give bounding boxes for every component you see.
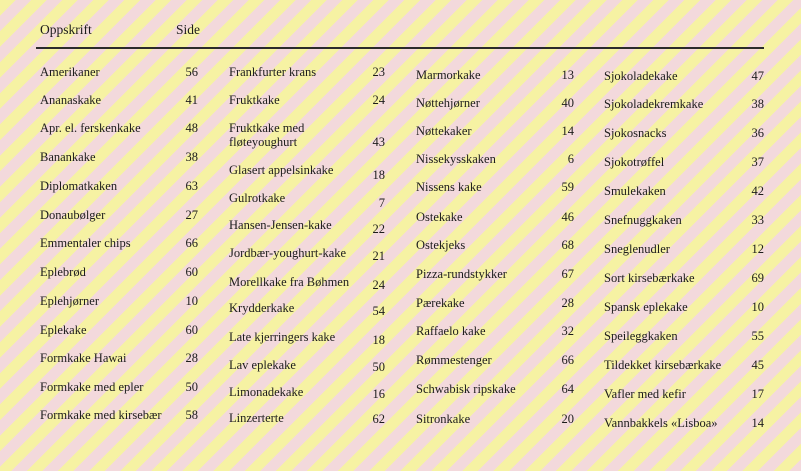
- recipe-name: Pærekake: [416, 296, 465, 310]
- page-number: 50: [185, 380, 198, 394]
- page-number: 24: [372, 93, 385, 107]
- recipe-name: Late kjerringers kake: [229, 330, 336, 344]
- index-column-1: [40, 58, 198, 458]
- recipe-name: Formkake med kirsebær: [40, 408, 162, 422]
- page-number: 54: [372, 304, 385, 318]
- recipe-name: Vafler med kefir: [604, 387, 686, 401]
- recipe-name: Morellkake fra Bøhmen: [229, 275, 350, 289]
- page-number: 28: [561, 296, 574, 310]
- recipe-name: Lav eplekake: [229, 358, 296, 372]
- recipe-name: Donaubølger: [40, 208, 106, 222]
- page-number: 17: [751, 387, 764, 401]
- page-number: 60: [185, 265, 198, 279]
- page-number: 48: [185, 121, 198, 135]
- recipe-name-line-2: fløteyoughurt: [229, 135, 298, 149]
- page-number: 14: [561, 124, 574, 138]
- page-number: 66: [185, 236, 198, 250]
- recipe-name: Pizza-rundstykker: [416, 267, 507, 281]
- page-number: 18: [372, 333, 385, 347]
- recipe-name: Nissens kake: [416, 180, 482, 194]
- page-number: 62: [372, 412, 385, 426]
- recipe-name: Sjokoladekake: [604, 69, 678, 83]
- page-column-header: Side: [176, 22, 201, 37]
- recipe-name: Sjokosnacks: [604, 126, 667, 140]
- page-number: 60: [185, 323, 198, 337]
- recipe-name: Gulrotkake: [229, 191, 286, 205]
- page-number: 33: [751, 213, 764, 227]
- page-number: 6: [567, 152, 574, 166]
- page-number: 36: [751, 126, 764, 140]
- recipe-name: Banankake: [40, 150, 96, 164]
- page-number: 10: [751, 300, 764, 314]
- page-number: 40: [561, 96, 574, 110]
- header-divider: [36, 47, 764, 49]
- page-number: 24: [372, 278, 385, 292]
- recipe-name: Frankfurter krans: [229, 65, 317, 79]
- page-number: 22: [372, 222, 385, 236]
- recipe-name: Speileggkaken: [604, 329, 678, 343]
- page-number: 68: [561, 238, 574, 252]
- recipe-name: Apr. el. ferskenkake: [40, 121, 141, 135]
- recipe-column-header: Oppskrift: [40, 22, 92, 37]
- recipe-name: Hansen-Jensen-kake: [229, 218, 332, 232]
- recipe-name: Glasert appelsinkake: [229, 163, 334, 177]
- recipe-name: Raffaelo kake: [416, 324, 486, 338]
- page-number: 14: [751, 416, 764, 430]
- recipe-name: Spansk eplekake: [604, 300, 688, 314]
- page-number: 28: [185, 351, 198, 365]
- recipe-name: Amerikaner: [40, 65, 100, 79]
- recipe-name: Rømmestenger: [416, 353, 492, 367]
- recipe-name: Fruktkake med: [229, 121, 305, 135]
- page-number: 58: [185, 408, 198, 422]
- page-number: 16: [372, 387, 385, 401]
- page-number: 32: [561, 324, 574, 338]
- recipe-name: Sjokoladekremkake: [604, 97, 704, 111]
- page-number: 37: [751, 155, 764, 169]
- recipe-name: Schwabisk ripskake: [416, 382, 516, 396]
- page-number: 20: [561, 412, 574, 426]
- page-number: 66: [561, 353, 574, 367]
- recipe-name: Formkake med epler: [40, 380, 144, 394]
- recipe-name: Nissekysskaken: [416, 152, 496, 166]
- page-number: 46: [561, 210, 574, 224]
- page-number: 10: [185, 294, 198, 308]
- recipe-name: Eplebrød: [40, 265, 86, 279]
- page-number: 38: [751, 97, 764, 111]
- recipe-name: Vannbakkels «Lisboa»: [604, 416, 718, 430]
- page-number: 13: [561, 68, 574, 82]
- page-number: 18: [372, 168, 385, 182]
- page-number: 21: [372, 249, 385, 263]
- page-number: 55: [751, 329, 764, 343]
- page-number: 50: [372, 360, 385, 374]
- recipe-name: Snefnuggkaken: [604, 213, 682, 227]
- recipe-name: Emmentaler chips: [40, 236, 131, 250]
- page-number: 12: [751, 242, 764, 256]
- index-column-3: [416, 58, 574, 458]
- page-number: 27: [185, 208, 198, 222]
- recipe-name: Limonadekake: [229, 385, 304, 399]
- page-number: 7: [378, 196, 385, 210]
- recipe-name: Sjokotrøffel: [604, 155, 665, 169]
- recipe-name: Sort kirsebærkake: [604, 271, 695, 285]
- page-number: 56: [185, 65, 198, 79]
- recipe-name: Nøttehjørner: [416, 96, 480, 110]
- page-number: 38: [185, 150, 198, 164]
- recipe-name: Ostekake: [416, 210, 463, 224]
- page-number: 45: [751, 358, 764, 372]
- page-number: 59: [561, 180, 574, 194]
- page-number: 63: [185, 179, 198, 193]
- recipe-name: Marmorkake: [416, 68, 481, 82]
- index-column-2: [229, 58, 385, 458]
- page-number: 64: [561, 382, 574, 396]
- recipe-name: Nøttekaker: [416, 124, 472, 138]
- recipe-name: Smulekaken: [604, 184, 666, 198]
- recipe-name: Ananaskake: [40, 93, 102, 107]
- index-column-4: [604, 58, 764, 458]
- recipe-name: Linzerterte: [229, 411, 284, 425]
- recipe-name: Eplehjørner: [40, 294, 100, 308]
- recipe-name: Formkake Hawai: [40, 351, 127, 365]
- recipe-name: Sneglenudler: [604, 242, 670, 256]
- recipe-name: Krydderkake: [229, 301, 295, 315]
- page-number: 42: [751, 184, 764, 198]
- recipe-name: Diplomatkaken: [40, 179, 118, 193]
- page-number: 67: [561, 267, 574, 281]
- recipe-name: Tildekket kirsebærkake: [604, 358, 722, 372]
- page-number: 41: [185, 93, 198, 107]
- recipe-name: Fruktkake: [229, 93, 280, 107]
- page-number: 43: [372, 135, 385, 149]
- recipe-name: Jordbær-youghurt-kake: [229, 246, 347, 260]
- page-number: 47: [751, 69, 764, 83]
- page-number: 69: [751, 271, 764, 285]
- recipe-name: Eplekake: [40, 323, 87, 337]
- recipe-name: Ostekjeks: [416, 238, 466, 252]
- page-number: 23: [372, 65, 385, 79]
- recipe-name: Sitronkake: [416, 412, 471, 426]
